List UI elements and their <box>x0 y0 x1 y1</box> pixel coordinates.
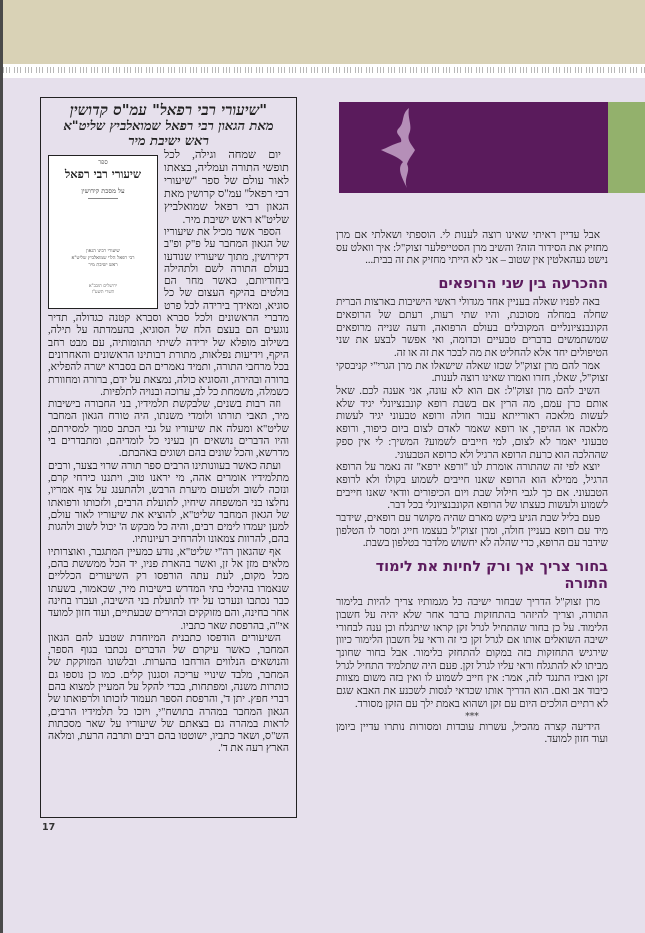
cover-author-line2: רבי רפאל הלוי שמואלביץ שליט"א <box>71 256 135 261</box>
cover-ornament <box>88 198 118 199</box>
book-announcement-box <box>40 97 297 818</box>
green-accent-bar <box>608 102 645 193</box>
article-column <box>336 230 608 747</box>
cover-author-line1: שיעורי רבינו הגאון <box>86 249 120 254</box>
intro-paragraph: אבל עדיין ראיתי שאינו רוצה לענות לי. הוספתי ושאלתי אם מרן מחזיק את הסידור הזה? והשיב מרן הסטייפלער זצוק"ל: איך וואלט עס נישט געהאלטין אין שטוב – אני לא הייתי מחזיק את זה בבית... <box>336 230 608 267</box>
book-cover-image <box>48 155 158 309</box>
box-paragraph: השיעורים הודפסו כתבנית המיוחדת שטבע להם הגאון המחבר, כאשר עיקרם של הדברים נכתבו בגוף הספר, והנושאים הנלווים הורחבו בהערות. ובלשונו המזוקקת של המחבר, מלבד שינויי עריכה וסגנון קלים. כמו כן נוספו גם כותרות משנה, ומפתחות, בכדי להקל על המעיין למצוא בהם רברי חפץ. יתן ד', והרפסת הספר תעמוד לזכותו ולרפואתו של הגאון המחבר במהרה בתושח"י, ויזכו כל תלמידיו הרבים, לראות במהרה גם בצאתם של שיעוריו על שאר מסכתות הש"ס, ושאר כתביו, ישוטטו בהם רבים ותרבה הרעת, ומלאה הארץ רעה את ד'. <box>48 632 289 755</box>
page-number: 17 <box>42 822 56 833</box>
box-title-line3: ראש ישיבת מיר <box>128 134 209 149</box>
article-paragraph: פעם בליל שבת הגיע ביקש מארם שהיה מקושר עם רופאים, שידבר מיד עם רופא בעניין חולה, ומרן זצוק"ל בעצמו חייג ומסר לו הטלפון שידבר עם הרופא, כדי שהלה לא יחשוש מלדבר בטלפון בשבת. <box>336 513 608 550</box>
cover-title: שיעורי רבי רפאל <box>64 167 142 181</box>
article-paragraph: באה לפניו שאלה בעניין אחד מגדולי ראשי הישיבות בארצות הברית שחלה במחלה מסוכנת, והיו שתי רעות, רעתם של הרופאים הקונבנציונליים המקובלים בעולם הרפואה, ודעה שנייה מרופאים שמשתמשים בדברים טבעיים וכדומה, ואי אפשר לבצע את שני הטיפולים יחד אלא להחליט את מה לבכר את זה או זה. <box>336 297 608 359</box>
box-paragraph: וזה רבות בשנים, שלבקשת תלמידיו, בני החבורה בישיבות מיר, תאבי תורתו ולומדי משנתו, היה טורח הגאון המחבר שליט"א ומעלה את שיעוריו על גבי הכתב סמוך למסירתם, והיו הדברים נושאים חן בעיני כל לומדיהם, ומתבדרים בי מדרשא, והכל שונים בהם ושוגים באהבתם. <box>48 399 289 460</box>
cover-publisher-line2: תשרי תשע"ז <box>91 290 115 295</box>
article-paragraph: יוצא לפי זה שהתורה אומרת לנו "ורפא ירפא" זה נאמר על הרופא הרגיל, ממילא הוא הרופא שאנו חייבים לשמוע בקולו ולא לרופא הטבעוני. אם כך לגבי חילול שבת ויום הכיפורים וודאי שאנו חייבים לשמוע ולעשות כעצתו של הרופא הקונבנציונלי בכל דבר. <box>336 462 608 512</box>
section-heading-torah-study: בחור צריך אך ורק לחיות את לימוד התורה <box>375 559 608 593</box>
article-paragraph: השיב להם מרן זצוק"ל: אם הוא לא עונה, אני אענה לכם. שאל אותם כרן עמם, מה הרין אם בשבת רופא קונבנציונלי יגיד שלא לעשות מלאכה ראורייתא עבור חולה ורופא טבעוני יגיד לעשות מלאכה או ההיפך, או רופא שאמר לאדם לצום ביום כיפור, ורופא טבעוני יאמר לא לצום, למי חייבים לשמוע? המשיך: לי אין ספק שההלכה הוא כרעת הרופא הרגיל ולא כרופא הטבעוני. <box>336 386 608 461</box>
cover-label: ספר <box>98 159 108 166</box>
section-heading-doctors: ההכרעה בין שני הרופאים <box>438 276 608 293</box>
cover-publisher <box>49 284 157 296</box>
section-separator: *** <box>465 711 479 722</box>
cover-author-line3: ראש ישיבת מיר <box>88 263 118 268</box>
purple-banner <box>339 102 608 193</box>
ornament-icon <box>379 106 419 190</box>
article-paragraph: מרן זצוק"ל הדריך שבחור ישיבה כל מגמותיו צריך להיות בלימור התורה, וצריך להיזהר בהתחזקות ברבר אחר שלא יהיה על חשבון הלימוד. על כן בחור שהתחיל לגרל זקן קראו שיתגלח וכן ענה לבחורי ישיבה השואלים אותו אם לגרל זקן כי זה וראי על חשבון הלימור כיוון שירגיש התחזקות בזה במקום להתחזק בלימור. אבל בחור שחונך מביתו לא להתגלח וראי עליו לגרל זקן. פעם היה שתלמיד התחיל לגרל זקן ואביו התנגד לזה, אמר: אין חייב לשמוע לו ואין בזה משום מצוות כיבוד אב ואם. הוא הדריך אותו שכדאי לנסות לשכנע את האבא שגם לא רתיים הולכים היום עם זקן ושהוא באמת ילך עם הזקן מסורד. <box>336 597 608 710</box>
box-paragraph: אף שהגאון רה"י שליט"א, נודע כמעיין המתגבר, ואוצרותיו מלאים מזן אל זן, ואשר בהארת פניו, יד הכל ממששת בהם, מכל מקום, לעת עתה הורפסו רק השיעורים הכלליים שנאמרו בהיכלי בתי המדרש בישיבות מיר, שכאמור, בשעתו כבר נכתבו ונערכו על ידו לתועלת בני הישיבה, ועברו בחינה אחר בחינה, והם מזוקקים ובהירים שבעתיים, ועוד חזון למועד אי"ה, בהרפסת שאר כתביו. <box>48 546 289 632</box>
cover-subtitle: על מסכת קידושין <box>81 187 125 195</box>
decorative-stripe <box>3 64 645 78</box>
cover-publisher-line1: ירושלים תובב"א <box>88 284 118 289</box>
article-paragraph: אמר להם מרן זצוק"ל שכזו שאלה שישאלו את מרן הגרי"י קניבסקי זצוק"ל, שאלו, חזרו ואמרו שאינו רוצה לענות. <box>336 360 608 385</box>
box-paragraph: הספר אשר מכיל את שיעוריו של הגאון המחבר על פ"ק ופ"ב דקירושין, מתוך שיעוריו שנודעו בעולם התורה לשם ולתהילה ביחודיותם, כאשר מחר הם בולטים בהיקף העצום של כל סוגיא, ומאידך בירידה לכל פרט מדברי הראשונים ולכל סברא וסברא קטנה כגדולה, תדיר נוגעים הם בעצם הלח של הסוגיא, בהעמדתה על תילה, בשילוב מופלא של ירידה לשיתי תהומותיה, עם מבט רחב היקף, וידיעות נפלאות, מתורת רבותינו הראשונים והאחרונים בכל מרחבי התורה, ותמיד נאמרים הם בסברא ישרה להפליא, ברורה ובהירה, והסוגיא כולה, נמצאת על ידם, ברורה ומחוורת כשמלה, משמחת כל לב, ערוכה ובנויה לתלפיות. <box>48 227 289 398</box>
box-title-line2: מאת הגאון רבי רפאל שמואלביץ שליט"א <box>63 119 274 134</box>
box-title-line1: "שיעורי רבי רפאל" עמ"ס קדושין <box>69 101 268 119</box>
closing-paragraph: הידיעה קצרה מהכיל, עשרות עובדות ומסורות נותרו עדיין ביומן ועוד חזון למועד. <box>336 721 608 746</box>
box-paragraph: ועתה כאשר בעוונותינו הרבים ספר תורה שרוי בצער, ורבים מתלמידיו אומרים אהה, מי יראנו טוב, ויתננו כירחי קרם, ונזכה לשוב ולטעום מיערת הרבש, ולהתענג על צוף אמריו, נחלצו בני המשפחה שיחיו, לתועלת הרבים, ולזכותו ורפואתו של הגאון המחבר שליט"א, להוציא את שיעוריו לאור עולם, למען יעמדו לימים רבים, והיה כל מבקש ה' יכול לשוב ולהגות בהם, להרוות צמאונו ולהרחיב רעיונותיו. <box>48 460 289 546</box>
cover-author <box>49 248 157 269</box>
top-header-band <box>3 0 645 64</box>
box-paragraph: יום שמחה וגילה, לכל תופשי התורה ועמליה, בצאתו לאור עולם של ספר "שיעורי רבי רפאל" עמ"ס קרושין מאת הגאון רבי רפאל שמואלביץ שליט"א ראש ישיבת מיר. <box>164 149 289 226</box>
